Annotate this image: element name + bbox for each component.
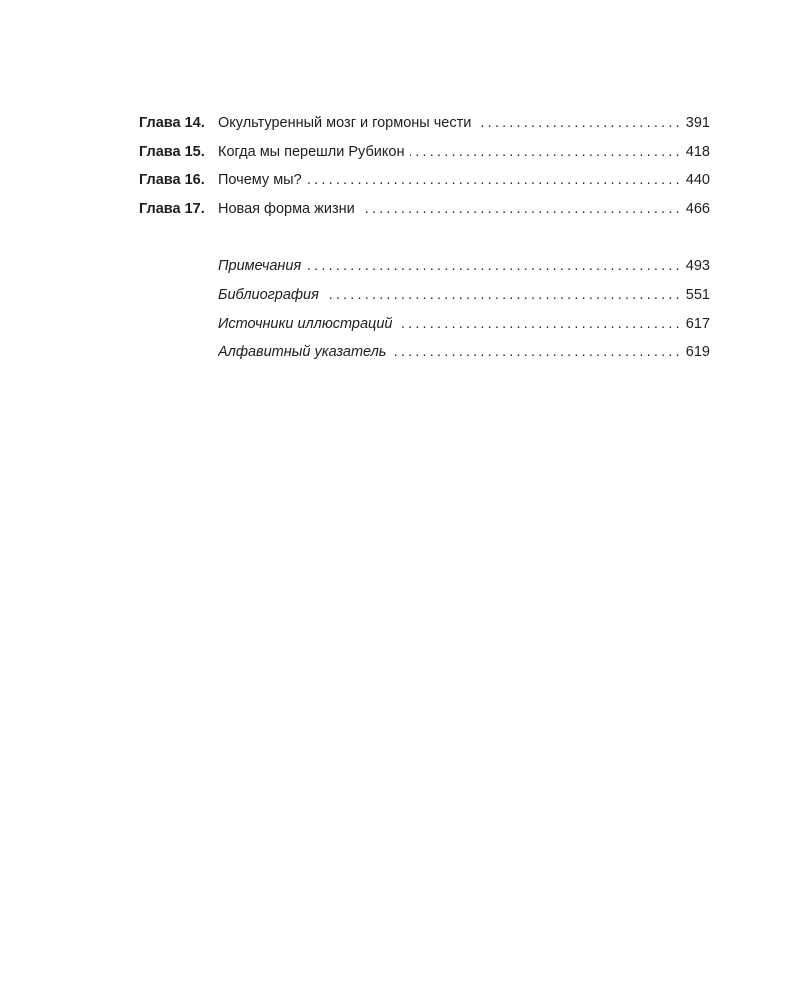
- chapter-number: Глава 15.: [139, 143, 205, 160]
- toc-chapter-row[interactable]: [139, 197, 710, 226]
- toc-entry: [218, 340, 710, 364]
- dot-leader: [410, 140, 682, 164]
- dot-leader: [361, 197, 683, 221]
- toc-entry: [218, 197, 710, 221]
- dot-leader: [325, 283, 683, 307]
- chapter-title: Почему мы?: [218, 168, 308, 192]
- page-number: 440: [683, 168, 710, 192]
- dot-leader: [308, 168, 683, 192]
- toc-backmatter-row[interactable]: [218, 340, 710, 369]
- page-number: 493: [683, 254, 710, 278]
- toc-entry: [218, 254, 710, 278]
- chapter-number: Глава 17.: [139, 200, 205, 217]
- chapter-title: Окультуренный мозг и гормоны чести: [218, 111, 477, 135]
- dot-leader: [398, 312, 682, 336]
- backmatter-title: Библиография: [218, 283, 325, 307]
- toc-entry: [218, 312, 710, 336]
- page-number: 617: [683, 312, 710, 336]
- toc-backmatter-row[interactable]: [218, 312, 710, 341]
- page-number: 619: [683, 340, 710, 364]
- toc-chapter-row[interactable]: [139, 168, 710, 197]
- dot-leader: [307, 254, 683, 278]
- chapter-title: Когда мы перешли Рубикон: [218, 140, 410, 164]
- page-number: 391: [683, 111, 710, 135]
- dot-leader: [477, 111, 682, 135]
- chapter-number: Глава 16.: [139, 172, 205, 189]
- page-number: 551: [683, 283, 710, 307]
- toc-entry: [218, 140, 710, 164]
- chapter-number: Глава 14.: [139, 115, 205, 131]
- toc-chapter-row[interactable]: [139, 140, 710, 169]
- chapter-list: [139, 111, 710, 225]
- backmatter-title: Алфавитный указатель: [218, 340, 392, 364]
- toc-entry: [218, 111, 710, 135]
- toc-entry: [218, 168, 710, 192]
- backmatter-list: [139, 254, 710, 368]
- toc-backmatter-row[interactable]: [218, 254, 710, 283]
- toc-chapter-row[interactable]: [139, 111, 710, 140]
- backmatter-title: Примечания: [218, 254, 307, 278]
- toc-entry: [218, 283, 710, 307]
- dot-leader: [392, 340, 682, 364]
- table-of-contents: [139, 111, 710, 369]
- backmatter-title: Источники иллюстраций: [218, 312, 398, 336]
- page-number: 466: [683, 197, 710, 221]
- chapter-title: Новая форма жизни: [218, 197, 361, 221]
- page-number: 418: [683, 140, 710, 164]
- toc-backmatter-row[interactable]: [218, 283, 710, 312]
